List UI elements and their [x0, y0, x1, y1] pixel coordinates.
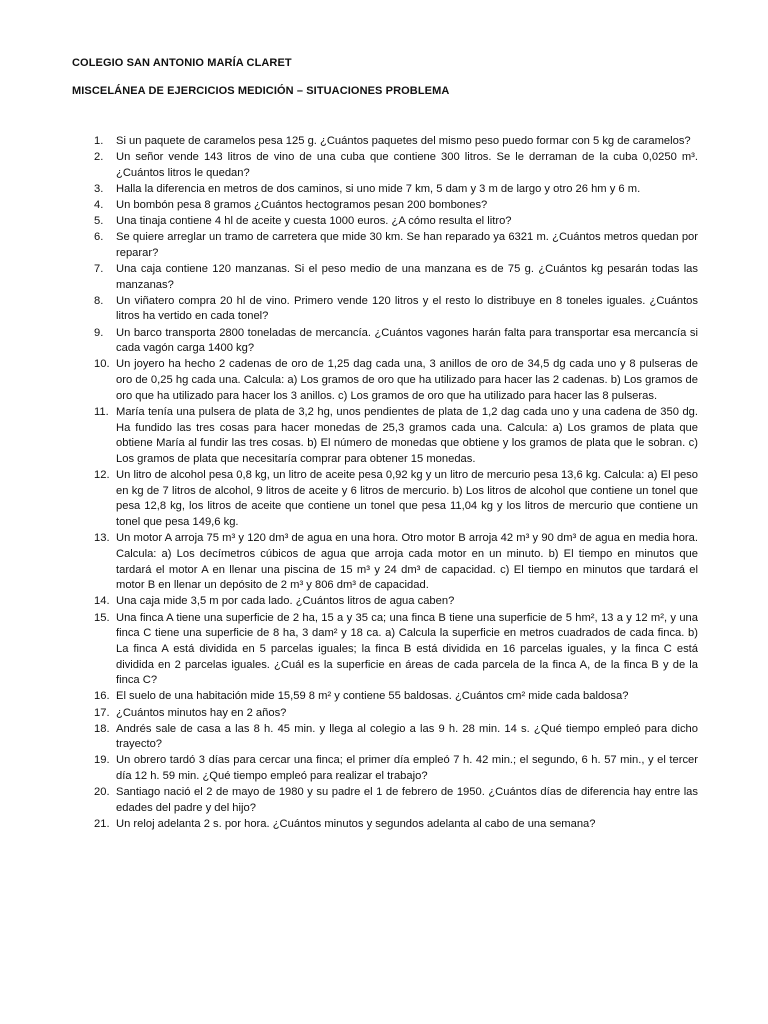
exercise-number: 16.	[94, 690, 110, 703]
exercise-number: 12.	[94, 469, 110, 482]
exercise-item	[72, 214, 698, 230]
exercise-text: Un barco transporta 2800 toneladas de mercancía. ¿Cuántos vagones harán falta para transportar esa mercancía si cada vagón carga 1400 kg?	[116, 326, 698, 355]
exercise-text: Andrés sale de casa a las 8 h. 45 min. y llega al colegio a las 9 h. 28 min. 14 s. ¿Qué tiempo empleó para dicho trayecto?	[116, 722, 698, 751]
exercise-number: 7.	[94, 262, 104, 275]
exercise-text: Un reloj adelanta 2 s. por hora. ¿Cuántos minutos y segundos adelanta al cabo de una semana?	[116, 818, 596, 831]
exercise-text: María tenía una pulsera de plata de 3,2 hg, unos pendientes de plata de 1,2 dag cada uno y una cadena de 350 dg. Ha fundido las tres cosas para hacer monedas de 25,3 gramos cada una. Calcula: a) Los gramos de plata que obtiene María al fundir las tres cosas. b) El número de monedas que obtiene y los gramos de plata que le sobran. c) Los gramos de plata que necesitaría comprar para obtener 15 monedas.	[116, 405, 698, 465]
exercise-text: Un bombón pesa 8 gramos ¿Cuántos hectogramos pesan 200 bombones?	[116, 198, 488, 211]
exercise-text: Una tinaja contiene 4 hl de aceite y cuesta 1000 euros. ¿A cómo resulta el litro?	[116, 215, 512, 228]
exercise-number: 18.	[94, 722, 110, 735]
exercise-item	[72, 594, 698, 610]
exercise-text: El suelo de una habitación mide 15,59 8 m² y contiene 55 baldosas. ¿Cuántos cm² mide cada baldosa?	[116, 690, 629, 703]
exercise-number: 17.	[94, 706, 110, 719]
exercise-text: Un litro de alcohol pesa 0,8 kg, un litro de aceite pesa 0,92 kg y un litro de mercurio pesa 13,6 kg. Calcula: a) El peso en kg de 7 litros de alcohol, 9 litros de aceite y 6 litros de mercurio. b) Los litros de alcohol que contiene un tonel que pesa 12,8 kg, los litros de aceite que contiene un tonel que pesa 11,04 kg y los litros de mercurio que contiene un tonel que pesa 149,6 kg.	[116, 469, 698, 529]
exercise-item	[72, 817, 698, 833]
exercise-item	[72, 531, 698, 594]
exercise-item	[72, 182, 698, 198]
exercise-number: 4.	[94, 198, 104, 211]
exercise-item	[72, 722, 698, 753]
exercise-text: Si un paquete de caramelos pesa 125 g. ¿Cuántos paquetes del mismo peso puedo formar con 5 kg de caramelos?	[116, 135, 691, 147]
exercise-text: Una caja mide 3,5 m por cada lado. ¿Cuántos litros de agua caben?	[116, 595, 455, 608]
exercise-item	[72, 262, 698, 293]
exercise-number: 2.	[94, 151, 104, 164]
exercise-text: ¿Cuántos minutos hay en 2 años?	[116, 706, 287, 719]
exercise-text: Halla la diferencia en metros de dos caminos, si uno mide 7 km, 5 dam y 3 m de largo y otro 26 hm y 6 m.	[116, 182, 641, 195]
exercise-text: Un señor vende 143 litros de vino de una cuba que contiene 300 litros. Se le derraman de la cuba 0,0250 m³. ¿Cuántos litros le quedan?	[116, 151, 698, 179]
exercise-number: 14.	[94, 595, 110, 608]
page-title: MISCELÁNEA DE EJERCICIOS MEDICIÓN – SITUACIONES PROBLEMA	[72, 85, 450, 97]
exercise-number: 21.	[94, 818, 110, 831]
exercise-number: 6.	[94, 231, 104, 244]
exercise-item	[72, 405, 698, 468]
exercise-number: 15.	[94, 611, 110, 624]
school-name: COLEGIO SAN ANTONIO MARÍA CLARET	[72, 57, 292, 69]
exercise-number: 3.	[94, 182, 104, 195]
exercise-number: 9.	[94, 326, 104, 339]
exercise-item	[72, 230, 698, 261]
exercise-item	[72, 611, 698, 690]
exercise-item	[72, 753, 698, 784]
exercise-number: 8.	[94, 294, 104, 307]
exercise-item	[72, 134, 698, 150]
exercise-number: 5.	[94, 215, 104, 228]
exercise-text: Una caja contiene 120 manzanas. Si el peso medio de una manzana es de 75 g. ¿Cuántos kg pesarán todas las manzanas?	[116, 262, 698, 291]
exercise-item	[72, 326, 698, 357]
exercise-text: Santiago nació el 2 de mayo de 1980 y su padre el 1 de febrero de 1950. ¿Cuántos días de diferencia hay entre las edades del padre y del hijo?	[116, 786, 698, 814]
exercise-number: 19.	[94, 754, 110, 767]
exercise-list	[72, 134, 698, 833]
exercise-number: 11.	[94, 405, 109, 418]
exercise-number: 20.	[94, 786, 110, 799]
exercise-item	[72, 150, 698, 181]
exercise-item	[72, 198, 698, 214]
exercise-text: Un viñatero compra 20 hl de vino. Primero vende 120 litros y el resto lo distribuye en 8 toneles iguales. ¿Cuántos litros ha vertido en cada tonel?	[116, 294, 698, 323]
exercise-item	[72, 468, 698, 531]
exercise-text: Un motor A arroja 75 m³ y 120 dm³ de agua en una hora. Otro motor B arroja 42 m³ y 90 dm³ de agua en media hora. Calcula: a) Los decímetros cúbicos de agua que arroja cada motor en un minuto. b) El tiempo en minutos que tardará el motor A en llenar una piscina de 15 m³ y 24 dm³ de capacidad. c) El tiempo en minutos que tardará el motor B en llenar un depósito de 2 m³ y 806 dm³ de capacidad.	[116, 532, 698, 592]
exercise-item	[72, 785, 698, 816]
exercise-text: Se quiere arreglar un tramo de carretera que mide 30 km. Se han reparado ya 6321 m. ¿Cuántos metros quedan por reparar?	[116, 231, 698, 259]
exercise-item	[72, 689, 698, 705]
exercise-number: 13.	[94, 532, 110, 545]
exercise-number: 10.	[94, 358, 110, 371]
exercise-text: Un joyero ha hecho 2 cadenas de oro de 1,25 dag cada una, 3 anillos de oro de 34,5 dg cada uno y 8 pulseras de oro de 0,25 hg cada una. Calcula: a) Los gramos de oro que ha utilizado para hacer las 2 cadenas. b) Los gramos de oro que ha utilizado para hacer los 3 anillos. c) Los gramos de oro que ha utilizado para hacer las 8 pulseras.	[116, 358, 698, 402]
exercise-item	[72, 357, 698, 404]
exercise-text: Un obrero tardó 3 días para cercar una finca; el primer día empleó 7 h. 42 min.; el segundo, 6 h. 57 min., y el tercer día 12 h. 59 min. ¿Qué tiempo empleó para realizar el trabajo?	[116, 754, 698, 783]
exercise-item	[72, 294, 698, 325]
exercise-item	[72, 706, 698, 722]
exercise-text: Una finca A tiene una superficie de 2 ha, 15 a y 35 ca; una finca B tiene una superficie de 5 hm², 13 a y 12 m², y una finca C tiene una superficie de 8 ha, 3 dam² y 18 ca. a) Calcula la superficie en metros cuadrados de cada finca. b) La finca A está dividida en 5 parcelas iguales; la finca B está dividida en 16 parcelas iguales, y la finca C está dividida en 2 parcelas iguales. ¿Cuál es la superficie en áreas de cada parcela de la finca A, de la finca B y de la finca C?	[116, 611, 698, 687]
exercise-number: 1.	[94, 135, 104, 147]
